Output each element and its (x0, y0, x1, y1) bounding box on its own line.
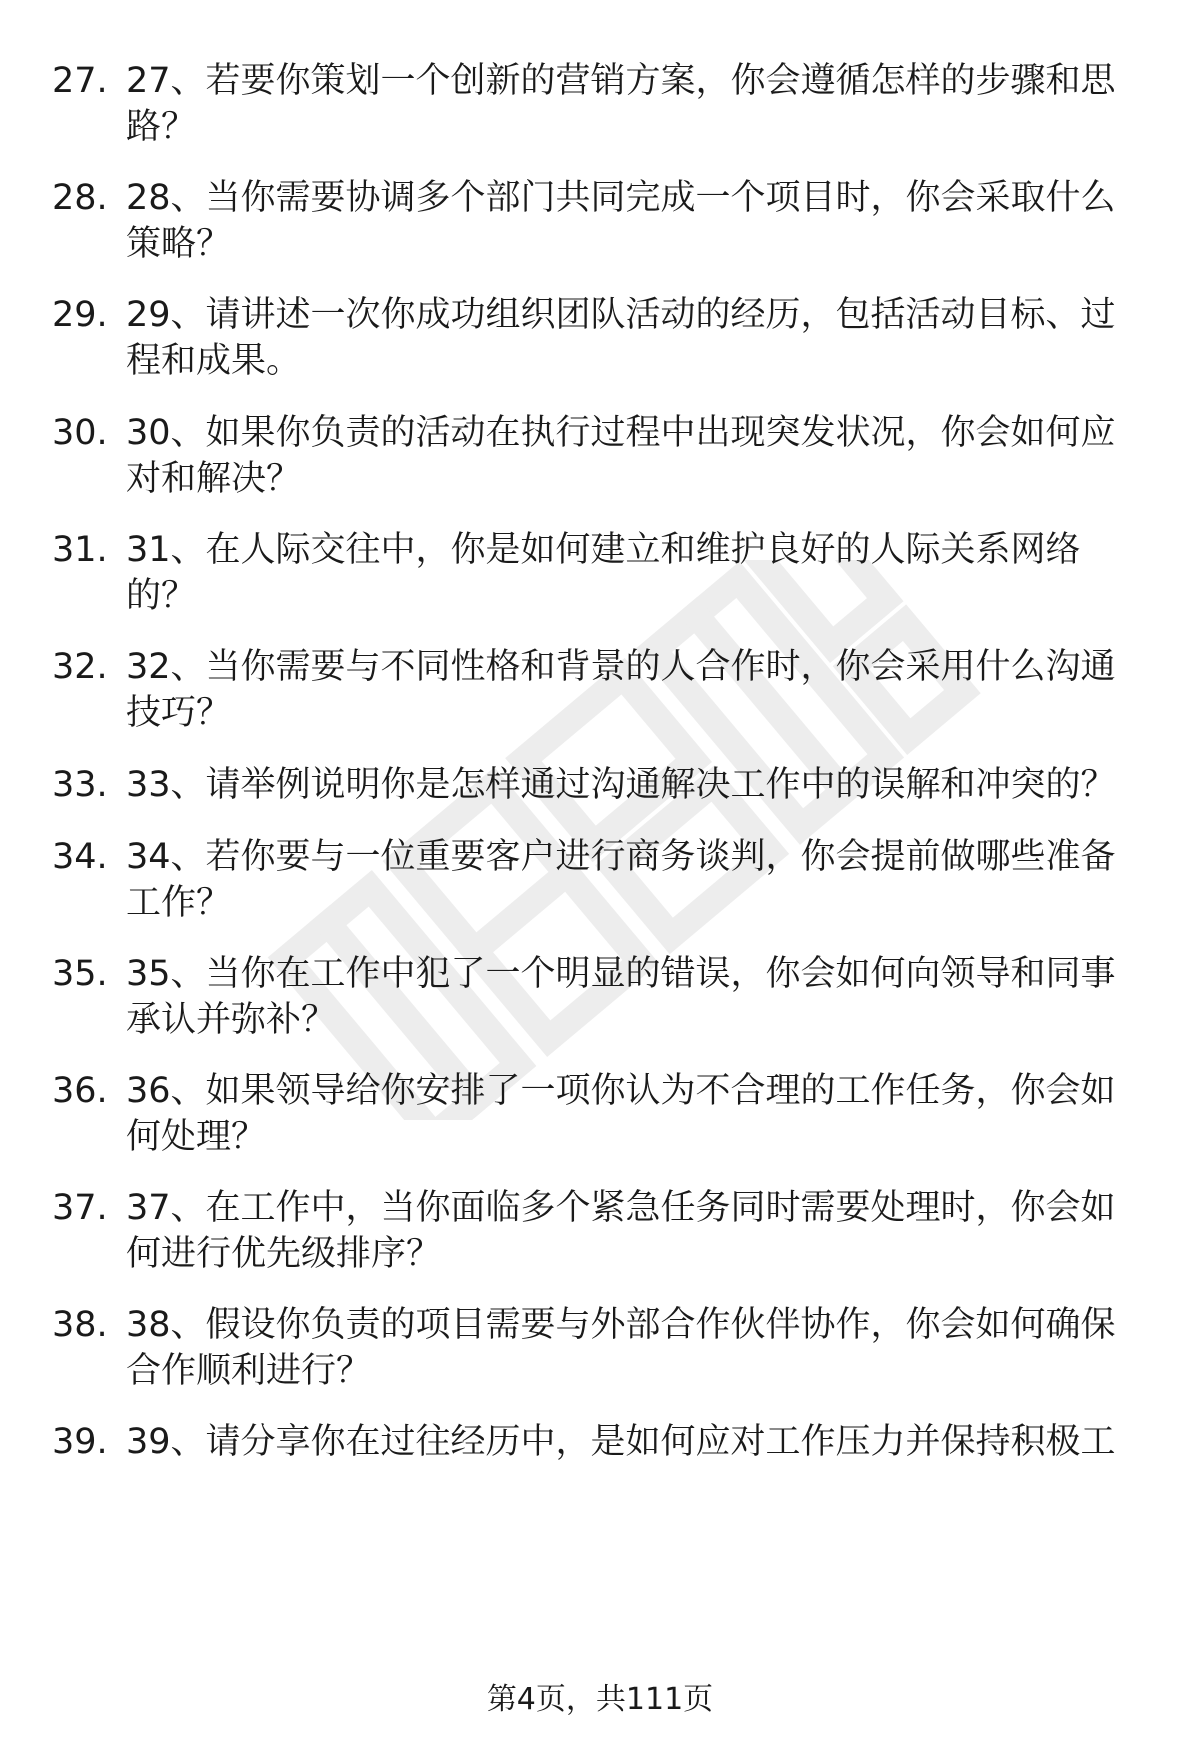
item-number: 29. (52, 295, 108, 335)
item-text: 36、如果领导给你安排了一项你认为不合理的工作任务，你会如何处理？ (126, 1071, 1116, 1157)
item-text: 39、请分享你在过往经历中，是如何应对工作压力并保持积极工 (126, 1422, 1116, 1462)
item-number: 38. (52, 1305, 108, 1345)
item-text: 37、在工作中，当你面临多个紧急任务同时需要处理时，你会如何进行优先级排序？ (126, 1188, 1116, 1274)
item-text: 27、若要你策划一个创新的营销方案，你会遵循怎样的步骤和思路？ (126, 61, 1116, 147)
item-text: 38、假设你负责的项目需要与外部合作伙伴协作，你会如何确保合作顺利进行？ (126, 1305, 1116, 1391)
item-number: 34. (52, 837, 108, 877)
item-number: 39. (52, 1422, 108, 1462)
item-number: 31. (52, 530, 108, 570)
item-text: 35、当你在工作中犯了一个明显的错误，你会如何向领导和同事承认并弥补？ (126, 954, 1116, 1040)
item-text: 28、当你需要协调多个部门共同完成一个项目时，你会采取什么策略？ (126, 178, 1116, 264)
item-number: 32. (52, 647, 108, 687)
item-number: 35. (52, 954, 108, 994)
item-text: 29、请讲述一次你成功组织团队活动的经历，包括活动目标、过程和成果。 (126, 295, 1116, 381)
item-text: 30、如果你负责的活动在执行过程中出现突发状况，你会如何应对和解决？ (126, 413, 1116, 499)
item-number: 27. (52, 61, 108, 101)
item-number: 28. (52, 178, 108, 218)
item-text: 32、当你需要与不同性格和背景的人合作时，你会采用什么沟通技巧？ (126, 647, 1116, 733)
item-number: 30. (52, 413, 108, 453)
item-text: 31、在人际交往中，你是如何建立和维护良好的人际关系网络的？ (126, 530, 1081, 616)
item-number: 37. (52, 1188, 108, 1228)
page-footer: 第4页，共111页 (486, 1682, 714, 1717)
item-text: 33、请举例说明你是怎样通过沟通解决工作中的误解和冲突的？ (126, 765, 1116, 805)
item-number: 33. (52, 765, 108, 805)
item-number: 36. (52, 1071, 108, 1111)
item-text: 34、若你要与一位重要客户进行商务谈判，你会提前做哪些准备工作？ (126, 837, 1116, 923)
